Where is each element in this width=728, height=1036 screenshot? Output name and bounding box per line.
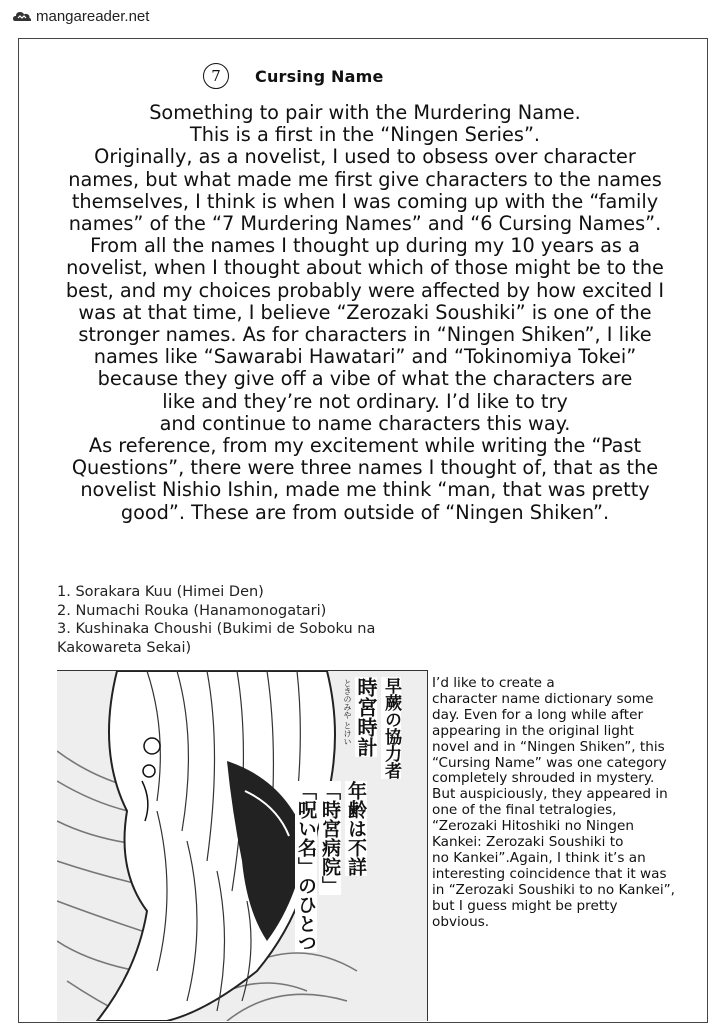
caption-note: 「呪い名」のひとつ bbox=[295, 781, 317, 952]
side-line: I’d like to create a bbox=[432, 675, 555, 691]
manga-illustration-panel bbox=[57, 670, 428, 1021]
side-line: completely shrouded in mystery. bbox=[432, 770, 655, 787]
body-line: novelist Nishio Ishin, made me think “man, that was pretty bbox=[80, 478, 650, 502]
section-title: Cursing Name bbox=[255, 66, 384, 86]
watermark-text: mangareader.net bbox=[36, 8, 150, 25]
body-line: Questions”, there were three names I thought of, that as the bbox=[71, 456, 659, 480]
side-line: but I guess might be pretty bbox=[432, 897, 618, 914]
section-heading bbox=[203, 63, 384, 89]
body-line: was at that time, I believe “Zerozaki Soushiki” is one of the bbox=[78, 300, 652, 324]
side-line: But auspiciously, they appeared in bbox=[432, 786, 668, 803]
caption-note: 「時宮病院」 bbox=[319, 781, 341, 895]
body-line: This is a first in the “Ningen Series”. bbox=[189, 123, 541, 147]
site-watermark bbox=[12, 8, 149, 25]
body-line: and continue to name characters this way. bbox=[159, 411, 571, 435]
body-line: because they give off a vibe of what the characters are bbox=[97, 367, 633, 391]
body-line: novelist, when I thought about which of those might be to the bbox=[66, 256, 664, 280]
body-line: From all the names I thought up during my 10 years as a bbox=[90, 234, 640, 258]
side-line: “Zerozaki Hitoshiki no Ningen bbox=[432, 818, 635, 835]
cloud-logo-icon bbox=[12, 9, 32, 25]
reference-item: 2. Numachi Rouka (Hanamonogatari) bbox=[57, 602, 327, 619]
body-line: names” of the “7 Murdering Names” and “6 Cursing Names”. bbox=[68, 212, 662, 236]
side-line: day. Even for a long while after bbox=[432, 706, 644, 723]
side-line: no Kankei”.Again, I think it’s an bbox=[432, 849, 646, 866]
reference-list bbox=[57, 583, 437, 657]
side-line: interesting coincidence that it was bbox=[432, 865, 667, 882]
caption-affiliation: 早蕨の協力者 bbox=[381, 677, 401, 779]
side-line: in “Zerozaki Soushiki to no Kankei”, bbox=[432, 881, 675, 898]
section-number: 7 bbox=[203, 63, 229, 89]
caption-furigana: ときのみや とけい bbox=[343, 679, 352, 746]
body-line: good”. These are from outside of “Ningen Shiken”. bbox=[120, 500, 610, 524]
body-line: stronger names. As for characters in “Ningen Shiken”, I like bbox=[78, 323, 652, 347]
reference-item: 1. Sorakara Kuu (Himei Den) bbox=[57, 584, 264, 600]
body-line: best, and my choices probably were affected by how excited I bbox=[65, 278, 665, 302]
afterword-body bbox=[40, 102, 690, 524]
caption-note: 年齢は不詳 bbox=[345, 781, 367, 876]
body-line: As reference, from my excitement while writing the “Past bbox=[88, 434, 642, 458]
body-line: Something to pair with the Murdering Name. bbox=[149, 101, 581, 124]
side-line: “Cursing Name” was one category bbox=[432, 754, 667, 771]
body-line: names, but what made me first give characters to the names bbox=[68, 167, 662, 191]
body-line: names like “Sawarabi Hawatari” and “Tokinomiya Tokei” bbox=[93, 345, 637, 369]
side-line: character name dictionary some bbox=[432, 690, 654, 707]
body-line: Originally, as a novelist, I used to obsess over character bbox=[94, 145, 636, 169]
reference-item: 3. Kushinaka Choushi (Bukimi de Soboku na bbox=[57, 621, 376, 637]
side-line: obvious. bbox=[432, 913, 490, 930]
body-line: themselves, I think is when I was coming up with the “family bbox=[71, 189, 659, 213]
caption-character-name: 時宮時計 bbox=[354, 677, 378, 757]
side-line: Kankei: Zerozaki Soushiki to bbox=[432, 834, 624, 851]
body-line: like and they’re not ordinary. I’d like to try bbox=[162, 389, 568, 413]
reference-item: Kakowareta Sekai) bbox=[57, 639, 192, 656]
side-line: novel and in “Ningen Shiken”, this bbox=[432, 738, 665, 755]
side-line: one of the final tetralogies, bbox=[432, 802, 617, 819]
side-commentary bbox=[432, 676, 722, 931]
side-line: appearing in the original light bbox=[432, 722, 634, 739]
